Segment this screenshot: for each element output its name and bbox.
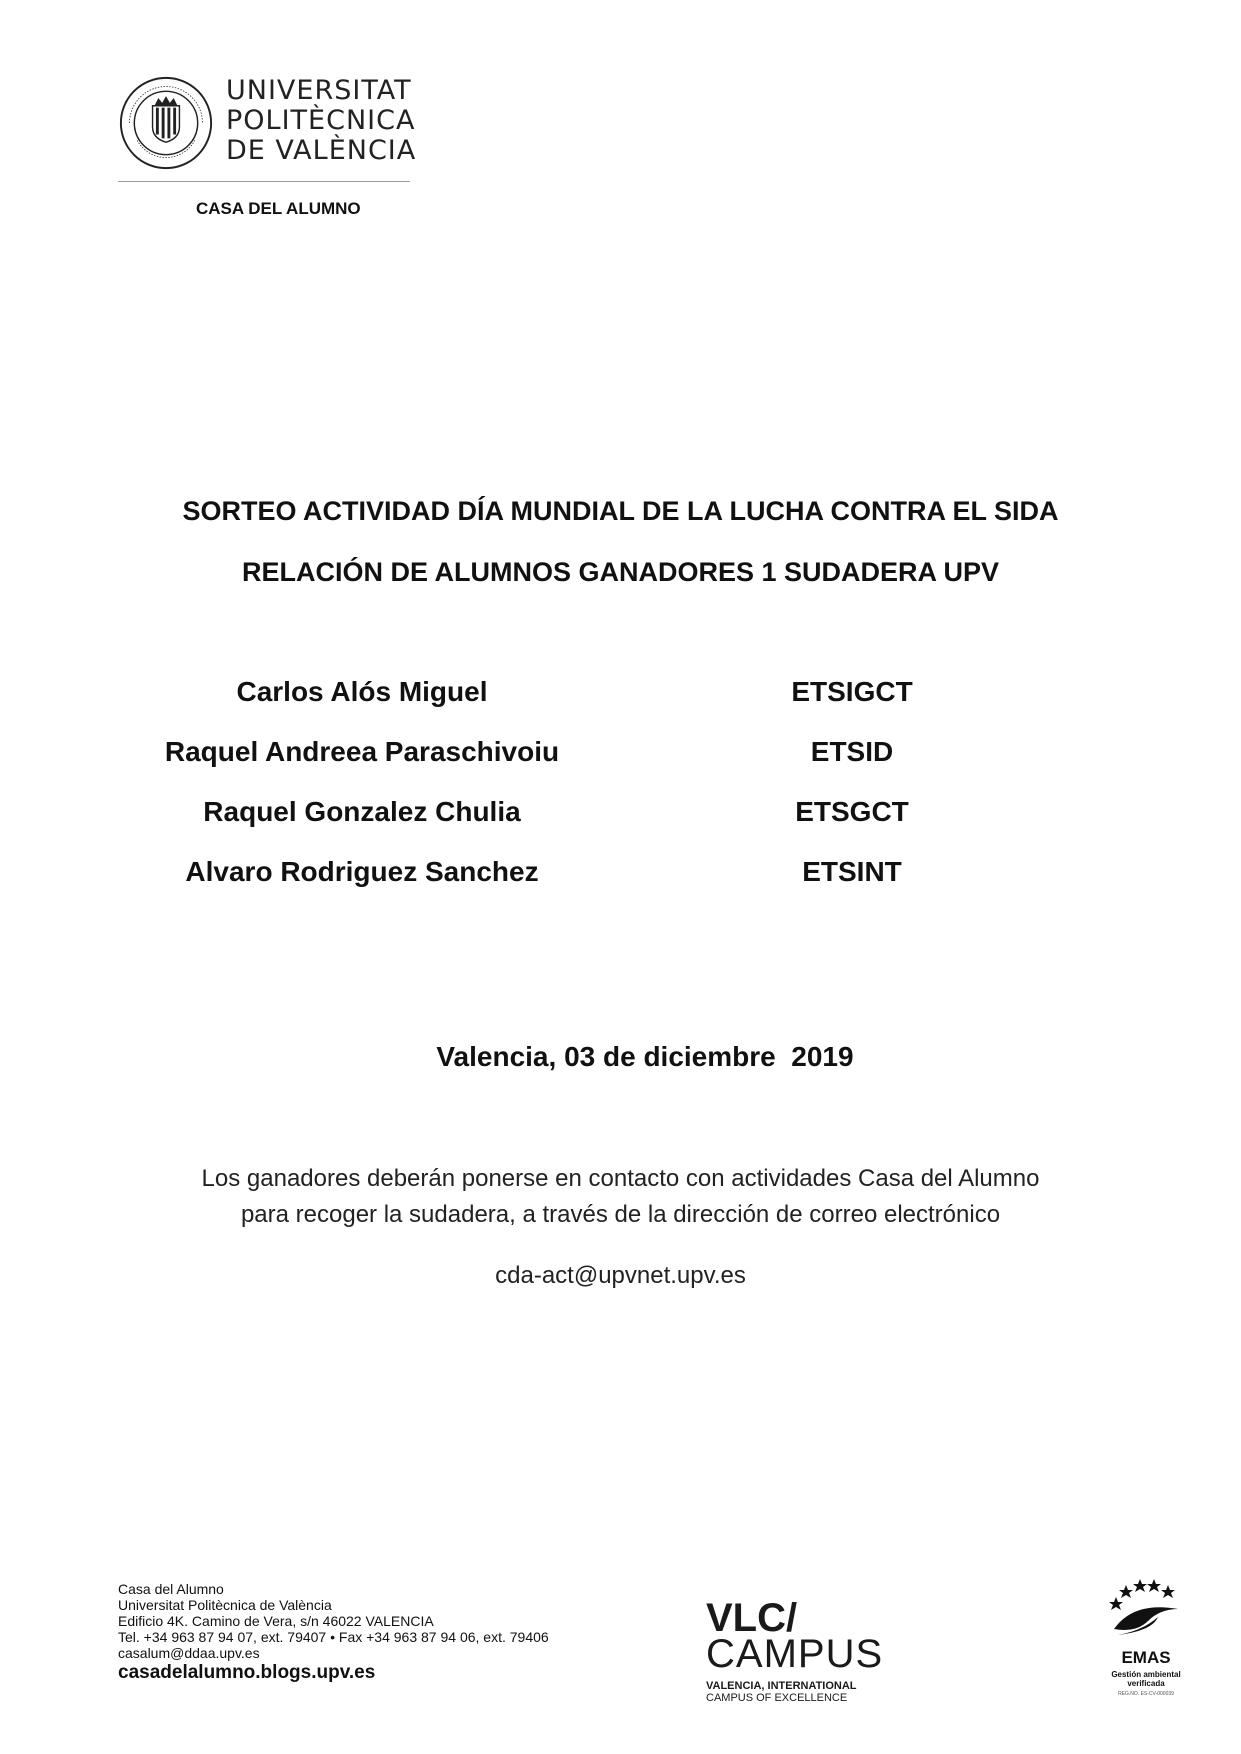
document-title: SORTEO ACTIVIDAD DÍA MUNDIAL DE LA LUCHA CONTRA EL SIDA — [182, 496, 1059, 526]
university-seal-logo — [118, 75, 214, 171]
notice-line-1: Los ganadores deberán ponerse en contacto con actividades Casa del Alumno — [201, 1165, 1040, 1192]
university-name-line-2: POLITÈCNICA — [226, 105, 416, 136]
winner-name-2: Raquel Andreea Paraschivoiu — [164, 736, 560, 767]
emas-logo-registration: REG.NO. ES-CV-000039 — [1118, 1691, 1174, 1697]
winner-school-4: ETSINT — [802, 856, 902, 887]
emas-logo — [1104, 1573, 1188, 1713]
university-name-line-3: DE VALÈNCIA — [226, 135, 417, 166]
footer-website[interactable]: casadelalumno.blogs.upv.es — [118, 1662, 376, 1683]
document-subtitle: RELACIÓN DE ALUMNOS GANADORES 1 SUDADERA UPV — [241, 557, 1000, 587]
university-name-line-1: UNIVERSITAT — [226, 75, 412, 106]
university-name — [226, 76, 426, 166]
winner-school-2: ETSID — [810, 736, 894, 767]
winner-school-3: ETSGCT — [795, 796, 909, 827]
winner-name-1: Carlos Alós Miguel — [236, 676, 488, 707]
notice-line-2: para recoger la sudadera, a través de la dirección de correo electrónico — [240, 1201, 1001, 1228]
footer-address-line-3: Edificio 4K. Camino de Vera, s/n 46022 VALENCIA — [118, 1613, 434, 1629]
contact-email[interactable]: cda-act@upvnet.upv.es — [495, 1262, 746, 1289]
date-line: Valencia, 03 de diciembre 2019 — [436, 1041, 854, 1072]
vlc-logo-sub-1: VALENCIA, INTERNATIONAL — [706, 1680, 857, 1692]
vlc-logo-top: VLC/ — [706, 1596, 798, 1640]
vlc-logo-campus: CAMPUS — [706, 1632, 884, 1676]
winner-school-1: ETSIGCT — [791, 676, 913, 707]
vlc-campus-logo — [706, 1596, 884, 1708]
header-divider — [118, 181, 410, 182]
vlc-logo-sub-2: CAMPUS OF EXCELLENCE — [706, 1692, 848, 1704]
footer-address-line-4: Tel. +34 963 87 94 07, ext. 79407 • Fax +34 963 87 94 06, ext. 79406 — [118, 1629, 549, 1645]
winner-name-3: Raquel Gonzalez Chulia — [203, 796, 521, 827]
department-name: CASA DEL ALUMNO — [196, 199, 361, 218]
footer-address-line-1: Casa del Alumno — [118, 1581, 224, 1597]
footer-address — [118, 1581, 549, 1684]
emas-logo-line-1: Gestión ambiental — [1111, 1670, 1181, 1679]
emas-logo-line-2: verificada — [1127, 1679, 1165, 1688]
footer-address-line-2: Universitat Politècnica de València — [118, 1597, 332, 1613]
footer-email[interactable]: casalum@ddaa.upv.es — [118, 1645, 260, 1661]
emas-logo-word: EMAS — [1121, 1648, 1171, 1667]
emas-emblem-icon — [1104, 1573, 1188, 1647]
winner-name-4: Alvaro Rodriguez Sanchez — [185, 856, 539, 887]
